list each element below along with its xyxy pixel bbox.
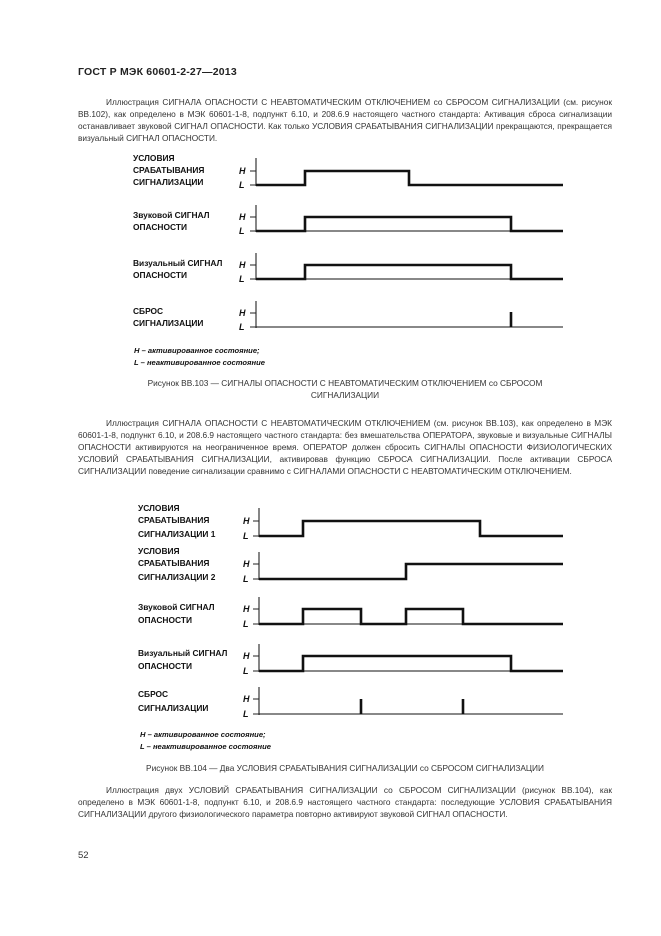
figure-caption-bb103 <box>78 377 612 401</box>
signal-axis <box>253 687 259 715</box>
reset-pulse <box>361 699 463 714</box>
level-low-label: L <box>243 619 249 629</box>
legend-line: L – неактивированное состояние <box>134 358 265 367</box>
level-low-label: L <box>239 226 245 236</box>
paragraph-1 <box>78 97 612 145</box>
paragraph-3 <box>78 785 612 821</box>
level-high-label: H <box>239 212 246 222</box>
signal-axis <box>250 253 256 280</box>
signal-label: ОПАСНОСТИ <box>138 661 192 671</box>
paragraph-2-text: Иллюстрация СИГНАЛА ОПАСНОСТИ С НЕАВТОМАТИЧЕСКИМ ОТКЛЮЧЕНИЕМ (см. рисунок ВВ.103), как определено в МЭК 60601-1-8, подпункт 6.10, и 208.6.9 настоящего частного стандарта: без вмешательства ОПЕРАТОРА, звуковые и визуальные СИГНАЛЫ ОПАСНОСТИ активируются на неограниченное время. ОПЕРАТОР должен сбросить СИГНАЛЫ ОПАСНОСТИ ФИЗИОЛОГИЧЕСКИХ УСЛОВИЙ СРАБАТЫВАНИЯ СИГНАЛИЗАЦИИ, активировав функцию СБРОСА СИГНАЛИЗАЦИИ. После активации СБРОСА СИГНАЛИЗАЦИИ поведение сигнализации сравнимо с СИГНАЛАМИ ОПАСНОСТИ С НЕАВТОМАТИЧЕСКИМ ОТКЛЮЧЕНИЕМ. <box>78 418 612 476</box>
signal-axis <box>253 508 259 537</box>
signal-label: СИГНАЛИЗАЦИИ <box>138 703 209 713</box>
signal-label: УСЛОВИЯ <box>138 546 180 556</box>
legend-line: L – неактивированное состояние <box>140 742 271 751</box>
signal-label: СБРОС <box>133 306 164 316</box>
legend-line: H – активированное состояние; <box>140 730 266 739</box>
signal-label: Визуальный СИГНАЛ <box>133 258 223 268</box>
paragraph-3-text: Иллюстрация двух УСЛОВИЙ СРАБАТЫВАНИЯ СИГНАЛИЗАЦИИ со СБРОСОМ СИГНАЛИЗАЦИИ (рисунок ВВ.104), как определено в МЭК 60601-1-8, подпункт 6.10, и 208.6.9 настоящего частного стандарта: последующие УСЛОВИЯ СРАБАТЫВАНИЯ СИГНАЛИЗАЦИИ другого физиологического параметра повторно активируют звуковой СИГНАЛ ОПАСНОСТИ. <box>78 785 612 819</box>
signal-axis <box>253 552 259 580</box>
signal-label: ОПАСНОСТИ <box>133 222 187 232</box>
waveform-visual-alarm <box>259 656 563 671</box>
level-high-label: H <box>243 694 250 704</box>
signal-axis <box>250 158 256 186</box>
signal-label: УСЛОВИЯ <box>133 153 175 163</box>
signal-label: СРАБАТЫВАНИЯ <box>133 165 205 175</box>
caption-line: Рисунок ВВ.103 — СИГНАЛЫ ОПАСНОСТИ С НЕАВТОМАТИЧЕСКИМ ОТКЛЮЧЕНИЕМ со СБРОСОМ <box>147 378 543 388</box>
level-high-label: H <box>243 604 250 614</box>
signal-label: Визуальный СИГНАЛ <box>138 648 228 658</box>
signal-axis <box>250 205 256 232</box>
figure-caption-bb104: Рисунок ВВ.104 — Два УСЛОВИЯ СРАБАТЫВАНИЯ СИГНАЛИЗАЦИИ со СБРОСОМ СИГНАЛИЗАЦИИ <box>146 763 544 773</box>
level-high-label: H <box>239 260 246 270</box>
level-low-label: L <box>243 666 249 676</box>
signal-label: СРАБАТЫВАНИЯ <box>138 558 210 568</box>
signal-label: ОПАСНОСТИ <box>133 270 187 280</box>
caption-line: СИГНАЛИЗАЦИИ <box>310 390 380 400</box>
signal-label: СРАБАТЫВАНИЯ <box>138 515 210 525</box>
level-high-label: H <box>243 516 250 526</box>
level-low-label: L <box>239 322 245 332</box>
level-high-label: H <box>243 559 250 569</box>
signal-label: СИГНАЛИЗАЦИИ <box>133 177 204 187</box>
page-number: 52 <box>78 850 89 861</box>
signal-label: СБРОС <box>138 689 169 699</box>
signal-axis <box>253 644 259 672</box>
paragraph-2 <box>78 418 612 478</box>
level-low-label: L <box>239 274 245 284</box>
waveform-alarm-condition-1 <box>259 521 563 536</box>
waveform-auditory-alarm <box>259 609 563 624</box>
level-low-label: L <box>243 531 249 541</box>
waveform-auditory-alarm <box>256 217 563 231</box>
signal-label: ОПАСНОСТИ <box>138 615 192 625</box>
signal-label: СИГНАЛИЗАЦИИ 1 <box>138 529 216 539</box>
level-high-label: H <box>239 308 246 318</box>
signal-label: СИГНАЛИЗАЦИИ <box>133 318 204 328</box>
waveform-alarm-condition <box>256 171 563 185</box>
level-high-label: H <box>239 166 246 176</box>
paragraph-1-text: Иллюстрация СИГНАЛА ОПАСНОСТИ С НЕАВТОМАТИЧЕСКИМ ОТКЛЮЧЕНИЕМ со СБРОСОМ СИГНАЛИЗАЦИИ (см. рисунок ВВ.102), как определено в МЭК 60601-1-8, подпункт 6.10, и 208.6.9 настоящего частного стандарта: Активация сброса сигнализации останавливает звуковой СИГНАЛ ОПАСНОСТИ. Как только УСЛОВИЯ СРАБАТЫВАНИЯ СИГНАЛИЗАЦИИ прекращаются, прекращается визуальный СИГНАЛ ОПАСНОСТИ. <box>78 97 612 143</box>
signal-label: УСЛОВИЯ <box>138 503 180 513</box>
level-high-label: H <box>243 651 250 661</box>
signal-label: Звуковой СИГНАЛ <box>133 210 210 220</box>
signal-label: СИГНАЛИЗАЦИИ 2 <box>138 572 216 582</box>
timing-diagram-bb104 <box>0 500 661 755</box>
signal-label: Звуковой СИГНАЛ <box>138 602 215 612</box>
signal-axis <box>253 597 259 625</box>
level-low-label: L <box>239 180 245 190</box>
waveform-visual-alarm <box>256 265 563 279</box>
legend-line: H – активированное состояние; <box>134 346 260 355</box>
document-header: ГОСТ Р МЭК 60601-2-27—2013 <box>78 66 237 78</box>
level-low-label: L <box>243 709 249 719</box>
signal-axis <box>250 301 256 328</box>
timing-diagram-bb103 <box>0 150 661 372</box>
level-low-label: L <box>243 574 249 584</box>
waveform-alarm-condition-2 <box>259 564 563 579</box>
